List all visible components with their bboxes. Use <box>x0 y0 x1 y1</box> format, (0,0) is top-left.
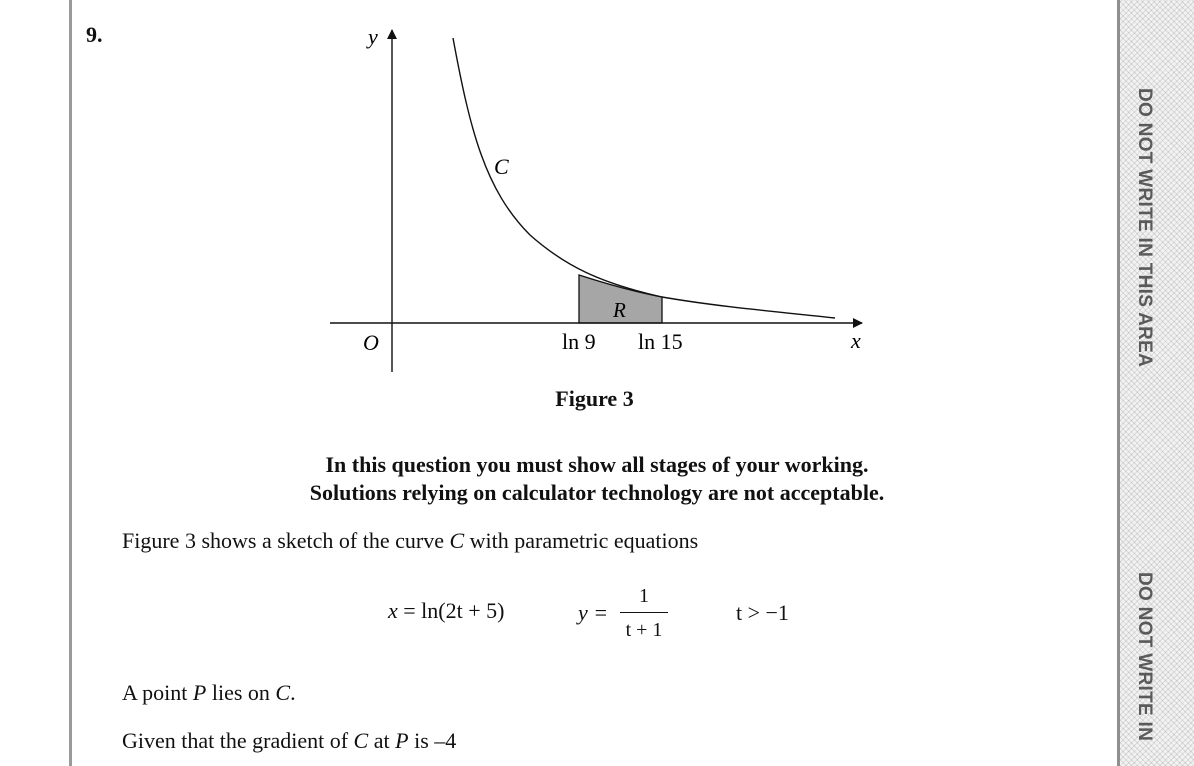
curve-label: C <box>494 154 509 179</box>
region-label: R <box>613 298 626 322</box>
do-not-write-margin <box>1117 0 1194 766</box>
y-equation-lhs: y = <box>578 600 609 625</box>
point-statement: A point P lies on C. <box>122 680 296 705</box>
intro-paragraph: Figure 3 shows a sketch of the curve C with parametric equations <box>122 528 699 553</box>
figure-caption: Figure 3 <box>555 386 634 411</box>
margin-warning-text-secondary: DO NOT WRITE IN <box>1134 572 1155 742</box>
instruction-line-1: In this question you must show all stages of your working. <box>325 452 869 477</box>
curve-c <box>453 38 835 318</box>
y-equation-denominator: t + 1 <box>625 619 663 641</box>
fraction-bar <box>620 612 668 613</box>
gradient-statement: Given that the gradient of C at P is –4 <box>122 728 457 753</box>
tick-label-ln15: ln 15 <box>638 329 683 354</box>
x-axis-label: x <box>851 328 861 353</box>
parameter-domain: t > −1 <box>736 600 789 625</box>
y-equation-numerator: 1 <box>639 585 649 607</box>
question-number: 9. <box>86 22 103 47</box>
margin-warning-text: DO NOT WRITE IN THIS AREA <box>1134 88 1155 368</box>
origin-label: O <box>363 330 379 355</box>
x-equation: x = ln(2t + 5) <box>388 598 505 623</box>
instruction-line-2: Solutions relying on calculator technology are not acceptable. <box>309 480 885 505</box>
y-axis-label: y <box>368 24 378 49</box>
tick-label-ln9: ln 9 <box>562 329 596 354</box>
